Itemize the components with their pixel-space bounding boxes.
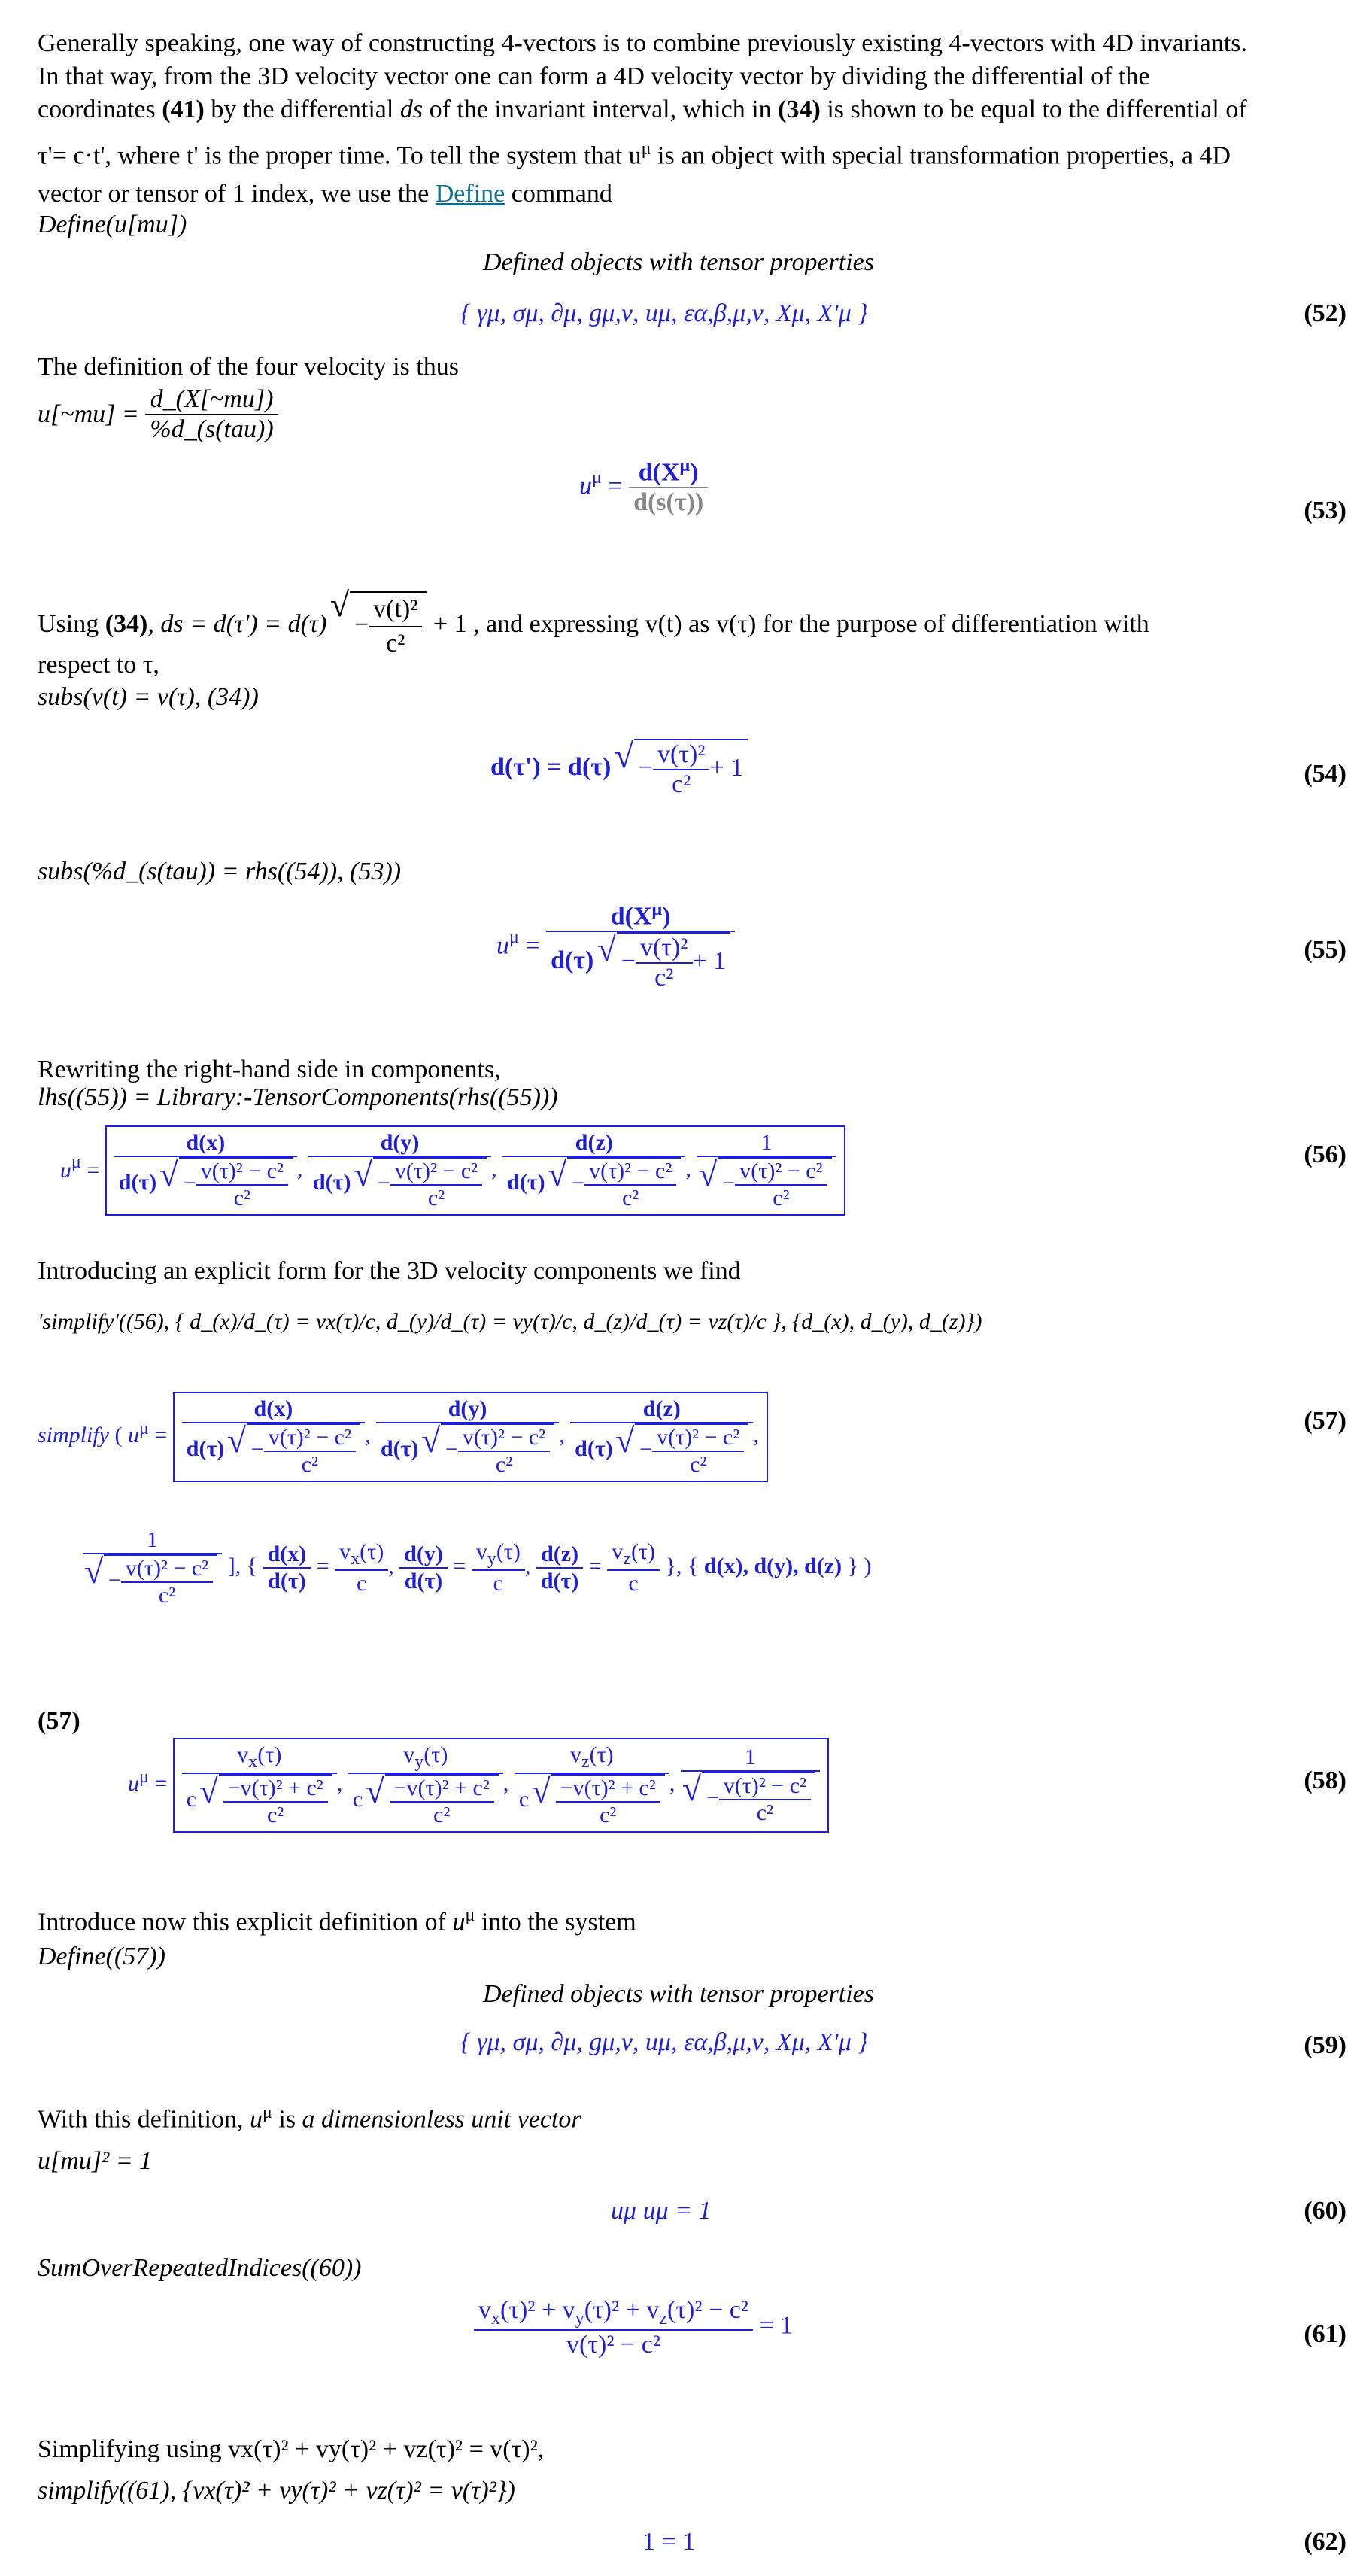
paragraph-text: Introduce now this explicit definition of <box>38 1908 453 1937</box>
label-text: (52) <box>1304 299 1346 327</box>
equation-label-62 <box>1304 2528 1346 2556</box>
equation-label-53 <box>1304 497 1346 525</box>
input-simplify-quoted[interactable] <box>38 1309 982 1335</box>
label-text: (61) <box>1304 2320 1346 2348</box>
output-58: $u^\mu$ = $v_x(\tau)$ c √ $\frac{\text{−v(τ)² + c²}}{\text{c²}}$ , $v_y(\tau)$ c √ $\frac{\text{−v(τ)² + c²}}{\text{c²}}$ , $v_z(\tau)$ c √ $\frac{\text{−v(τ)² + c²}}{\text{c²}}$ , 1 √ − $\frac{\text{v(τ)² − c²}}{\text{c²}}$ <box>128 1738 829 1833</box>
eq-ref: (34) <box>105 609 148 638</box>
fraction-denominator: %d_(s(tau)) <box>145 414 278 444</box>
paragraph-text: is <box>272 2105 302 2134</box>
paragraph-text: , ds = d(τ') = d(τ) <box>147 609 327 638</box>
output-fraction: $d(X^\mu)$ d(τ) √ − $\frac{\text{v(τ)²}}{\text{c²}}$ + 1 <box>546 900 735 992</box>
simplify-head: simplify <box>38 1422 109 1447</box>
output-57-simplify: simplify ( $u^\mu$ = d(x) d(τ) √ − $\frac{\text{v(τ)² − c²}}{\text{c²}}$ , d(y) d(τ) √ − $\frac{\text{v(τ)² − c²}}{\text{c²}}$ , d(z) d(τ) √ − $\frac{\text{v(τ)² − c²}}{\text{c²}}$ , <box>38 1392 768 1482</box>
input-lhs: u[~mu] = <box>38 400 139 428</box>
equation-label-55 <box>1304 936 1346 964</box>
label-57-input <box>38 1705 80 1738</box>
intro-line-4 <box>38 132 1231 172</box>
num-text: d(X <box>638 458 680 487</box>
output-60 <box>611 2197 712 2225</box>
intro-line-5 <box>38 178 612 211</box>
define-help-link[interactable]: Define <box>435 180 505 208</box>
defined-set-text: { γμ, σμ, ∂μ, gμ,ν, uμ, εα,β,μ,ν, Xμ, X'μ } <box>460 299 868 327</box>
header-text: Defined objects with tensor properties <box>482 1980 874 2008</box>
input-define-u[interactable] <box>38 211 187 239</box>
input-simplify-61[interactable] <box>38 2477 515 2505</box>
input-u-definition[interactable] <box>38 385 278 444</box>
mu-superscript: μ <box>641 139 651 159</box>
vector-bracket: $v_x(\tau)$ c √ $\frac{\text{−v(τ)² + c²}}{\text{c²}}$ , $v_y(\tau)$ c √ $\frac{\text{−v(τ)² + c²}}{\text{c²}}$ , $v_z(\tau)$ c √ $\frac{\text{−v(τ)² + c²}}{\text{c²}}$ , 1 √ − $\frac{\text{v(τ)² − c²}}{\text{c²}}$ <box>173 1738 829 1833</box>
fraction-numerator: d_(X[~mu]) <box>150 385 274 413</box>
intro-line-2 <box>38 60 1150 93</box>
output-57-continued: 1 √ − $\frac{\text{v(τ)² − c²}}{\text{c²}}$ ], { $\frac{d(x)}{d(\tau)}$ = $\frac{v_x(\tau)}{c}$ , $\frac{d(y)}{d(\tau)}$ = $\frac{v_y(\tau)}{c}$ , $\frac{d(z)}{d(\tau)}$ = $\frac{v_z(\tau)}{c}$ }, { d(x), d(y), d(z) } ) <box>83 1527 872 1608</box>
equation-label-57 <box>1304 1407 1346 1435</box>
input-lhs-55[interactable] <box>38 1083 558 1112</box>
output-text: uμ uμ = 1 <box>611 2197 712 2225</box>
output-55: $u^\mu$ = $d(X^\mu)$ d(τ) √ − $\frac{\text{v(τ)²}}{\text{c²}}$ + 1 <box>496 900 735 992</box>
input-text: 'simplify'((56), { d_(x)/d_(τ) = vx(τ)/c, d_(y)/d_(τ) = vy(τ)/c, d_(z)/d_(τ) = vz(τ)/c }, {d_(x), d_(y), d_(z)}) <box>38 1309 982 1334</box>
input-text: Define(u[mu]) <box>38 211 187 238</box>
equation-label-61 <box>1304 2320 1346 2349</box>
input-text: SumOverRepeatedIndices((60)) <box>38 2254 362 2282</box>
input-subs-2[interactable] <box>38 858 401 886</box>
paragraph-text: respect to τ, <box>38 651 159 679</box>
equation-label-54 <box>1304 760 1346 788</box>
equation-label-60 <box>1304 2197 1346 2225</box>
fraction-numerator: $d(X^\mu)$ <box>638 456 699 487</box>
label-text: (62) <box>1304 2528 1346 2556</box>
eq-ref: (41) <box>162 96 205 123</box>
paragraph-text: + 1 , and expressing v(t) as v(τ) for the purpose of differentiation with <box>427 609 1149 638</box>
intro-line-3 <box>38 93 1247 126</box>
output-defined-set-1 <box>460 299 868 328</box>
label-text: (60) <box>1304 2197 1346 2225</box>
output-defined-set-2 <box>460 2028 868 2057</box>
paragraph-text: Simplifying using vx(τ)² + vy(τ)² + vz(τ)² = v(τ)², <box>38 2435 545 2463</box>
text-four-velocity <box>38 351 459 384</box>
paragraph-text: Rewriting the right-hand side in components, <box>38 1056 501 1083</box>
intro-text: ds <box>399 96 423 123</box>
equation-label-58 <box>1304 1766 1346 1795</box>
label-text: (57) <box>1304 1407 1346 1435</box>
eq-ref: (34) <box>778 96 821 123</box>
input-define-57[interactable] <box>38 1943 165 1971</box>
fraction-denominator: d(s(τ)) <box>629 487 708 517</box>
label-text: (54) <box>1304 760 1346 788</box>
intro-text: by the differential <box>204 96 400 123</box>
label-text: (56) <box>1304 1141 1346 1168</box>
output-56: $u^\mu$ = d(x) d(τ) √ − $\frac{\text{v(τ)² − c²}}{\text{c²}}$ , d(y) d(τ) √ − $\frac{\text{v(τ)² − c²}}{\text{c²}}$ , d(z) d(τ) √ − $\frac{\text{v(τ)² − c²}}{\text{c²}}$ , 1 √ − $\frac{\text{v(τ)² − c²}}{\text{c²}}$ <box>60 1125 845 1216</box>
defined-objects-header-2 <box>0 1980 1357 2009</box>
output-62 <box>642 2528 695 2556</box>
intro-text: vector or tensor of 1 index, we use the <box>38 180 436 208</box>
sqrt-expression: √ − $\frac{\text{v(t)²}}{\text{c²}}$ <box>350 591 427 661</box>
input-text: lhs((55)) = Library:-TensorComponents(rhs((55))) <box>38 1083 558 1111</box>
paragraph-text: The definition of the four velocity is thus <box>38 353 459 381</box>
text-simplifying <box>38 2433 544 2466</box>
paragraph-text: a dimensionless unit vector <box>302 2105 581 2134</box>
label-text: (58) <box>1304 1766 1346 1794</box>
output-53: $u^\mu$ = $\frac{d(X^\mu)}{d(s(\tau))}$ <box>579 456 708 517</box>
output-54 <box>490 739 748 799</box>
equation-label-59 <box>1304 2031 1346 2060</box>
vector-bracket: d(x) d(τ) √ − $\frac{\text{v(τ)² − c²}}{\text{c²}}$ , d(y) d(τ) √ − $\frac{\text{v(τ)² − c²}}{\text{c²}}$ , d(z) d(τ) √ − $\frac{\text{v(τ)² − c²}}{\text{c²}}$ , <box>173 1392 768 1482</box>
intro-line-1 <box>38 27 1247 60</box>
input-u-squared[interactable] <box>38 2147 152 2176</box>
lhs-text: d(τ') = d(τ) <box>490 752 612 781</box>
intro-text: of the invariant interval, which in <box>423 96 779 123</box>
input-text: subs(v(t) = v(τ), (34)) <box>38 683 259 711</box>
input-text: Define((57)) <box>38 1943 165 1970</box>
input-text: u[mu]² = 1 <box>38 2147 153 2175</box>
equation-label-56 <box>1304 1141 1346 1169</box>
equation-label-52 <box>1304 299 1346 328</box>
label-text: (59) <box>1304 2031 1346 2059</box>
text-dimensionless: With this definition, $u^\mu$ is a dimensionless unit vector <box>38 2103 581 2134</box>
output-fraction <box>629 456 708 517</box>
text-introducing <box>38 1255 741 1288</box>
vector-bracket: d(x) d(τ) √ − $\frac{\text{v(τ)² − c²}}{\text{c²}}$ , d(y) d(τ) √ − $\frac{\text{v(τ)² − c²}}{\text{c²}}$ , d(z) d(τ) √ − $\frac{\text{v(τ)² − c²}}{\text{c²}}$ , 1 √ − $\frac{\text{v(τ)² − c²}}{\text{c²}}$ <box>105 1125 845 1216</box>
text-introduce-now: Introduce now this explicit definition of $u^\mu$ into the system <box>38 1906 636 1937</box>
intro-text: is an object with special transformation properties, a 4D <box>651 141 1231 170</box>
text-rewriting <box>38 1053 501 1086</box>
input-text: simplify((61), {vx(τ)² + vy(τ)² + vz(τ)² = v(τ)²}) <box>38 2477 515 2505</box>
defined-set-text: { γμ, σμ, ∂μ, gμ,ν, uμ, εα,β,μ,ν, Xμ, X'μ } <box>460 2028 868 2056</box>
output-text: 1 = 1 <box>642 2528 696 2556</box>
input-fraction <box>145 385 278 444</box>
output-61: $\frac{v_x(\tau)^2 + v_y(\tau)^2 + v_z(\tau)^2 - c^2}{\text{v(τ)² − c²}}$ = 1 <box>474 2296 793 2359</box>
label-text: (57) <box>38 1707 80 1735</box>
defined-objects-header-1 <box>0 248 1357 277</box>
intro-text: coordinates <box>38 96 162 123</box>
input-subs-1[interactable] <box>38 683 259 712</box>
paragraph-text: With this definition, <box>38 2105 250 2134</box>
intro-text: In that way, from the 3D velocity vector one can form a 4D velocity vector by dividing the differential of the <box>38 62 1150 90</box>
text-respect-to-tau <box>38 649 159 682</box>
paragraph-text: Introducing an explicit form for the 3D velocity components we find <box>38 1257 741 1285</box>
intro-text: τ'= c·t', where t' is the proper time. To tell the system that u <box>38 141 642 170</box>
intro-text: Generally speaking, one way of constructing 4-vectors is to combine previously existing 4-vectors with 4D invariants. <box>38 29 1248 57</box>
u-symbol: u <box>579 472 592 500</box>
intro-text: is shown to be equal to the differential of <box>820 96 1247 123</box>
label-text: (53) <box>1304 497 1346 524</box>
input-text: subs(%d_(s(tau)) = rhs((54)), (53)) <box>38 858 402 886</box>
intro-text: command <box>505 180 612 208</box>
paragraph-text: into the system <box>475 1908 636 1937</box>
sqrt-expression: √ − $\frac{\text{v(τ)²}}{\text{c²}}$ + 1 <box>634 739 748 799</box>
label-text: (55) <box>1304 936 1346 964</box>
paragraph-text: Using <box>38 609 105 638</box>
input-sum-repeated[interactable] <box>38 2254 361 2283</box>
header-text: Defined objects with tensor properties <box>482 248 874 276</box>
text-using-34 <box>38 591 1149 661</box>
